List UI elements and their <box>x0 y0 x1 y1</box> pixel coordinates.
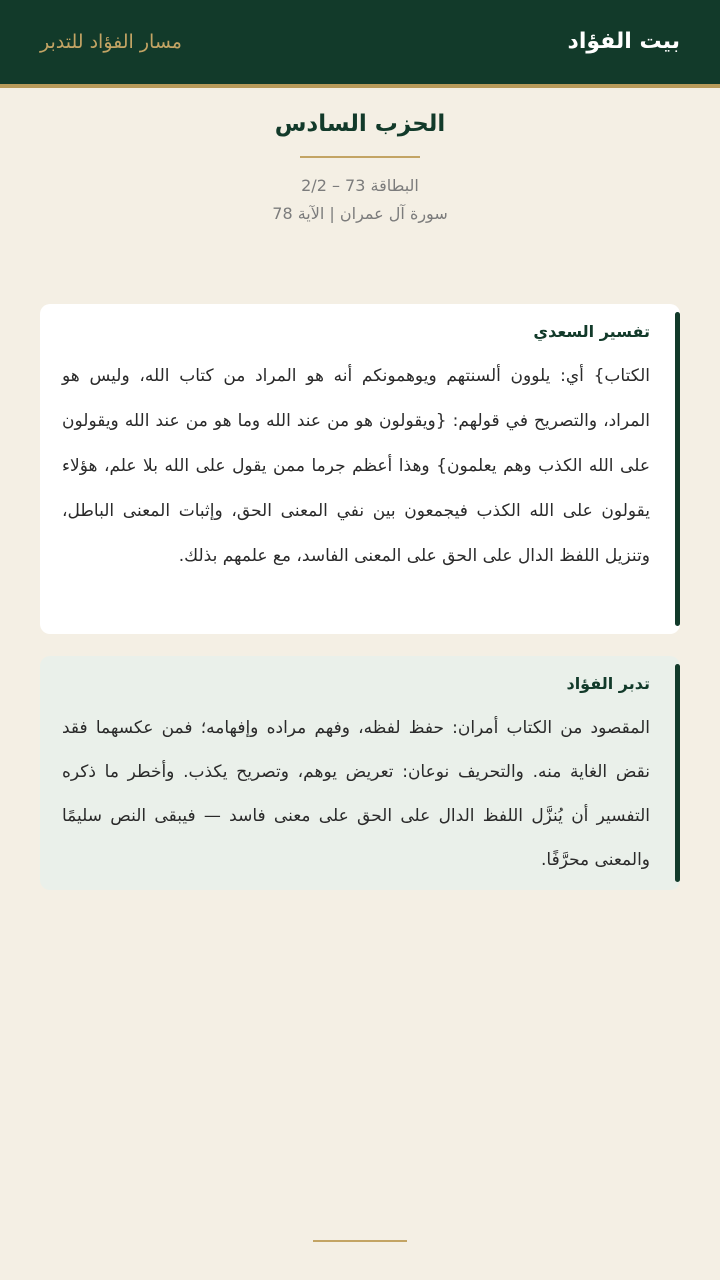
tadabbur-card-label: تدبر الفؤاد <box>566 674 650 693</box>
app-brand-title: بيت الفؤاد <box>567 29 680 54</box>
card-accent-bar <box>675 312 680 626</box>
card-accent-bar <box>675 664 680 882</box>
tafsir-card <box>40 304 680 634</box>
top-app-bar <box>0 0 720 88</box>
surah-verse-label: سورة آل عمران | الآية 78 <box>272 204 448 223</box>
title-divider <box>300 156 420 158</box>
path-nav-link[interactable]: مسار الفؤاد للتدبر <box>40 31 182 53</box>
tafsir-card-label: تفسير السعدي <box>533 322 650 341</box>
page-title: الحزب السادس <box>274 111 446 137</box>
tafsir-card-text: الكتاب} أي: يلوون ألسنتهم ويوهمونكم أنه هو المراد من كتاب الله، وليس هو المراد، والتصريح في قولهم: {ويقولون هو من عند الله وما هو من عند الله ويقولون على الله الكذب وهم يعلمون} وهذا أعظم جرما ممن يقول على الله بلا علم، هؤلاء يقولون على الله الكذب فيجمعون بين نفي المعنى الحق، وإثبات المعنى الباطل، وتنزيل اللفظ الدال على الحق على المعنى الفاسد، مع علمهم بذلك. <box>62 366 650 566</box>
bottom-divider <box>313 1240 407 1242</box>
tadabbur-card <box>40 656 680 890</box>
card-number-label: البطاقة 73 – 2/2 <box>301 176 419 195</box>
tadabbur-card-text: المقصود من الكتاب أمران: حفظ لفظه، وفهم مراده وإفهامه؛ فمن عكسهما فقد نقض الغاية منه. والتحريف نوعان: تعريض يوهم، وتصريح يكذب. وأخطر ما ذكره التفسير أن يُنزَّل اللفظ الدال على الحق على معنى فاسد — فيبقى النص سليمًا والمعنى محرَّفًا. <box>62 718 650 870</box>
section-heading <box>0 100 720 228</box>
